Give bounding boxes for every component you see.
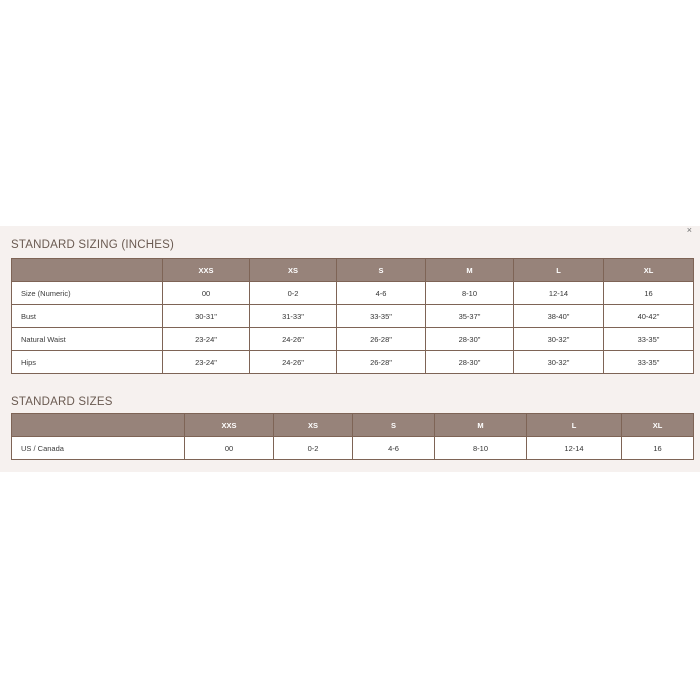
table-cell: 35-37" — [426, 305, 514, 328]
column-header-l: L — [514, 259, 604, 282]
table-cell: 00 — [185, 437, 274, 460]
column-header-l: L — [527, 414, 622, 437]
table-cell: 30-32" — [514, 328, 604, 351]
table-cell: 26-28" — [337, 351, 426, 374]
size-chart-panel — [0, 226, 700, 472]
header-corner-cell — [12, 259, 163, 282]
table-cell: 8-10 — [426, 282, 514, 305]
table-cell: 24-26" — [250, 351, 337, 374]
table-row — [12, 351, 694, 374]
column-header-xl: XL — [622, 414, 694, 437]
table-cell: 28-30" — [426, 351, 514, 374]
table-row — [12, 328, 694, 351]
column-header-m: M — [426, 259, 514, 282]
table-cell: 23-24" — [163, 328, 250, 351]
row-label-hips: Hips — [12, 351, 163, 374]
table-cell: 12-14 — [514, 282, 604, 305]
table-cell: 33-35" — [337, 305, 426, 328]
table-cell: 38-40" — [514, 305, 604, 328]
row-label-us-canada: US / Canada — [12, 437, 185, 460]
table-cell: 30-31" — [163, 305, 250, 328]
row-label-size-numeric: Size (Numeric) — [12, 282, 163, 305]
table-cell: 0-2 — [250, 282, 337, 305]
table-cell: 33-35" — [604, 328, 694, 351]
standard-sizing-title: STANDARD SIZING (INCHES) — [11, 239, 175, 251]
table-row — [12, 282, 694, 305]
column-header-m: M — [435, 414, 527, 437]
header-corner-cell — [12, 414, 185, 437]
row-label-bust: Bust — [12, 305, 163, 328]
table-cell: 23-24" — [163, 351, 250, 374]
table-cell: 26-28" — [337, 328, 426, 351]
column-header-s: S — [337, 259, 426, 282]
table-cell: 4-6 — [337, 282, 426, 305]
standard-sizing-table — [11, 258, 694, 374]
table-cell: 4-6 — [353, 437, 435, 460]
column-header-xs: XS — [250, 259, 337, 282]
table-cell: 30-32" — [514, 351, 604, 374]
table-cell: 31-33" — [250, 305, 337, 328]
table-cell: 24-26" — [250, 328, 337, 351]
column-header-xs: XS — [274, 414, 353, 437]
table-cell: 33-35" — [604, 351, 694, 374]
table-cell: 40-42" — [604, 305, 694, 328]
table-row — [12, 437, 694, 460]
column-header-xxs: XXS — [163, 259, 250, 282]
close-icon[interactable]: × — [686, 225, 692, 235]
table-header-row — [12, 259, 694, 282]
table-cell: 12-14 — [527, 437, 622, 460]
table-cell: 16 — [604, 282, 694, 305]
standard-sizes-table — [11, 413, 694, 460]
table-header-row — [12, 414, 694, 437]
column-header-s: S — [353, 414, 435, 437]
table-cell: 16 — [622, 437, 694, 460]
table-cell: 0-2 — [274, 437, 353, 460]
table-cell: 28-30" — [426, 328, 514, 351]
table-cell: 8-10 — [435, 437, 527, 460]
standard-sizes-title: STANDARD SIZES — [11, 396, 113, 408]
table-cell: 00 — [163, 282, 250, 305]
column-header-xxs: XXS — [185, 414, 274, 437]
row-label-natural-waist: Natural Waist — [12, 328, 163, 351]
column-header-xl: XL — [604, 259, 694, 282]
table-row — [12, 305, 694, 328]
